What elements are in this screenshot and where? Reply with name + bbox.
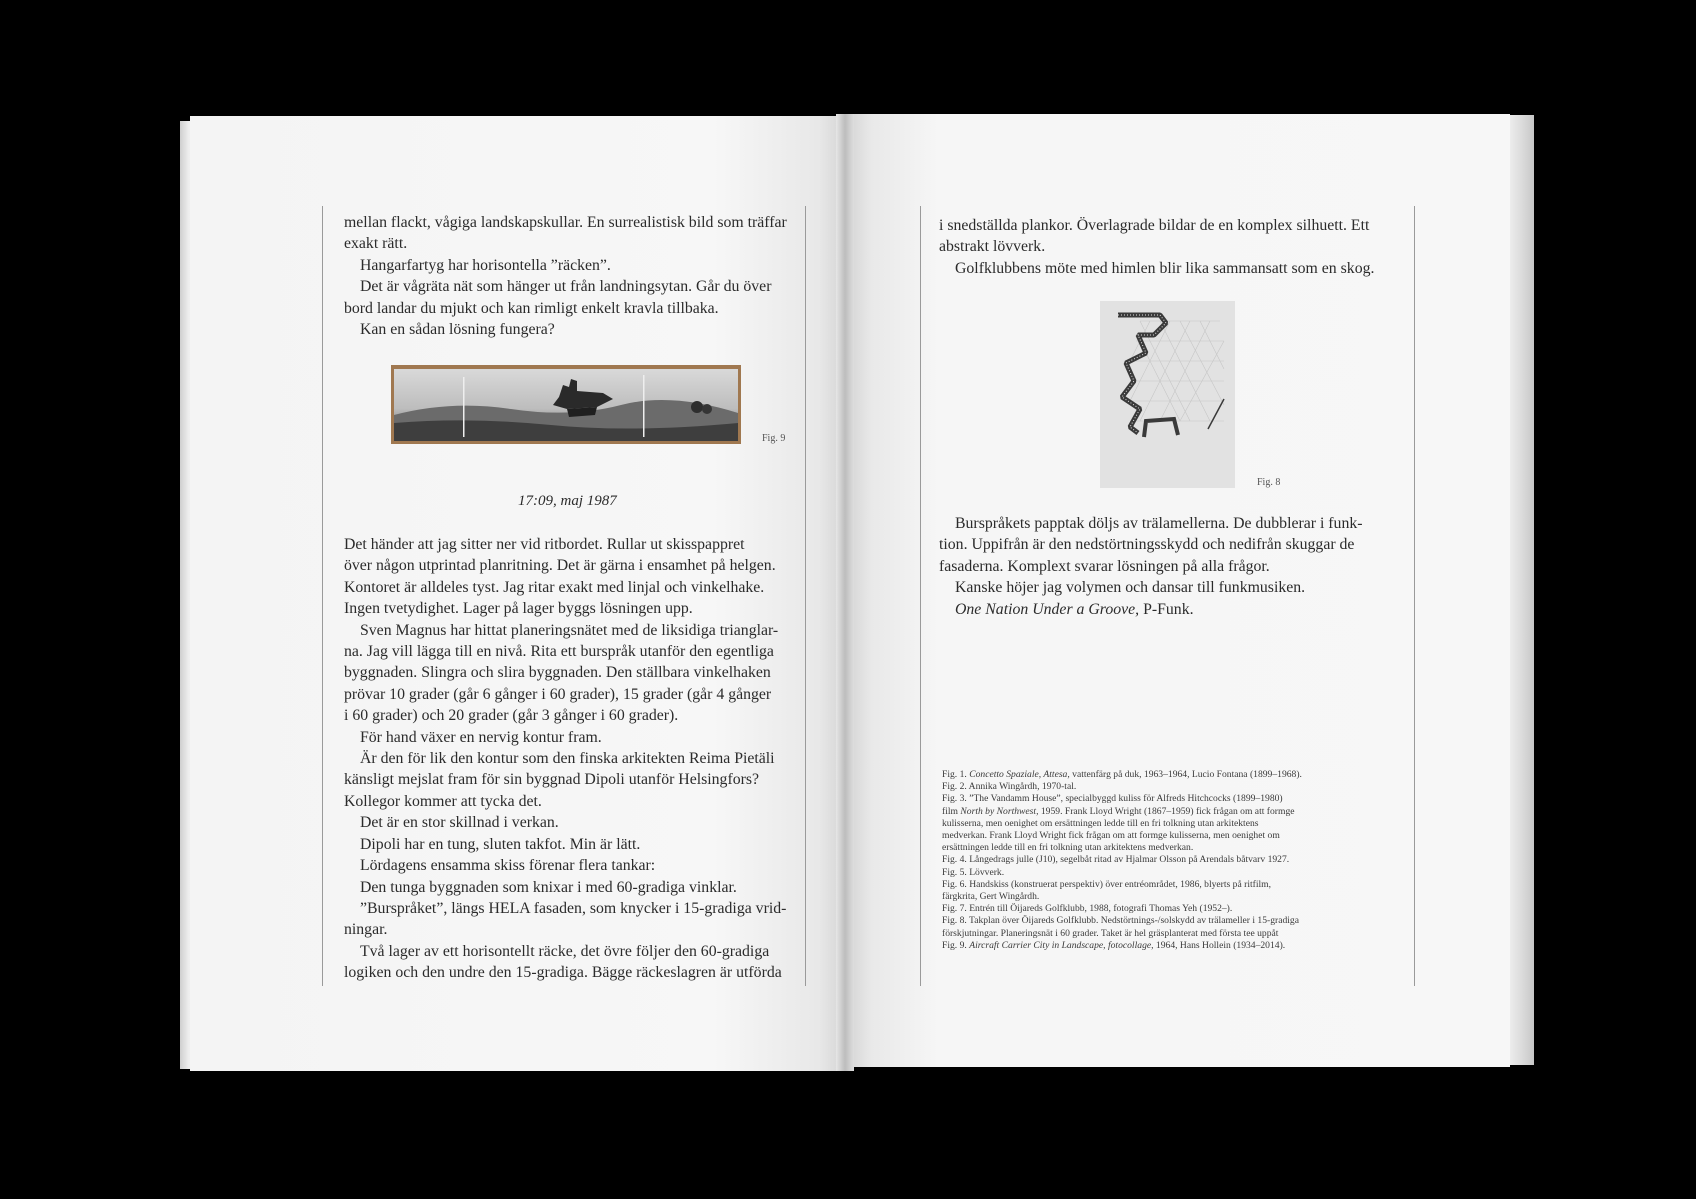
book-gutter	[836, 114, 854, 1071]
text-line: Två lager av ett horisontellt räcke, det övre följer den 60-gradiga	[360, 942, 770, 960]
roof-plan-drawing-image	[1100, 301, 1235, 488]
text-line: känsligt mejslat fram för sin byggnad Dipoli utanför Helsingfors?	[344, 771, 760, 789]
text-line: Det händer att jag sitter ner vid ritbordet. Rullar ut skisspappret	[344, 536, 745, 553]
text-line: Kan en sådan lösning fungera?	[360, 321, 555, 339]
caption-line: Fig. 4. Långedrags julle (J10), segelbåt ritad av Hjalmar Olsson på Arendals båtvarv 1927.	[942, 854, 1290, 866]
fig-9-label: Fig. 9	[762, 433, 786, 444]
caption-line: medverkan. Frank Lloyd Wright fick frågan om att formge kulisserna, men oenighet om	[942, 830, 1280, 842]
text-line: exakt rätt.	[344, 235, 408, 253]
text-line: byggnaden. Slingra och slira byggnaden. Den ställbara vinkelhaken	[344, 664, 771, 682]
time-heading: 17:09, maj 1987	[518, 493, 617, 509]
fig-8-label: Fig. 8	[1257, 477, 1281, 488]
left-page-outer-rule	[322, 206, 323, 986]
caption-text: Fig. 1.	[942, 769, 970, 780]
text-line: abstrakt lövverk.	[939, 238, 1046, 256]
caption-line: Fig. 6. Handskiss (konstruerat perspektiv) över entréområdet, 1986, blyerts på ritfilm,	[942, 878, 1272, 890]
right-page-outer-rule	[1414, 206, 1415, 986]
right-page-edges	[1506, 115, 1534, 1065]
left-page-inner-rule	[805, 206, 806, 986]
caption-title: North by Northwest,	[960, 805, 1039, 817]
text-line: bord landar du mjukt och kan rimligt enkelt kravla tillbaka.	[344, 299, 719, 317]
text-line: ”Burspråket”, längs HELA fasaden, som knycker i 15-gradiga vrid-	[360, 899, 787, 917]
text-line: i 60 grader) och 20 grader (går 3 gånger i 60 grader).	[344, 707, 679, 725]
text-line: Sven Magnus har hittat planeringsnätet med de liksidiga trianglar-	[360, 621, 779, 639]
text-line: Är den för lik den kontur som den finska arkitekten Reima Pietäli	[360, 750, 775, 768]
text-line: mellan flackt, vågiga landskapskullar. En surrealistisk bild som träffar	[344, 214, 787, 231]
text-line: Den tunga byggnaden som knixar i med 60-gradiga vinklar.	[360, 878, 737, 896]
caption-line	[942, 940, 1412, 952]
text-line: För hand växer en nervig kontur fram.	[360, 728, 602, 746]
figure-captions	[942, 769, 1412, 952]
left-body-text	[344, 534, 792, 984]
text-line: prövar 10 grader (går 6 gånger i 60 grader), 15 grader (går 4 gånger	[344, 685, 772, 703]
text-line: na. Jag vill lägga till en nivå. Rita ett burspråk utanför den egentliga	[344, 643, 774, 661]
text-line: Lördagens ensamma skiss förenar flera tankar:	[360, 857, 656, 875]
text-line: Burspråkets papptak döljs av trälamellerna. De dubblerar i funk-	[955, 515, 1363, 532]
text-line: ningar.	[344, 921, 388, 939]
text-line: tion. Uppifrån är den nedstörtningsskydd och nedifrån skuggar de	[939, 536, 1355, 554]
text-line: Det är vågräta nät som hänger ut från landningsytan. Går du över	[360, 278, 772, 296]
text-line: i snedställda plankor. Överlagrade bildar de en komplex silhuett. Ett	[939, 217, 1370, 234]
caption-text: 1959. Frank Lloyd Wright (1867–1959) fick frågan om att formge	[1038, 805, 1295, 817]
caption-line: kulisserna, men oenighet om ersättningen ledde till en fri tolkning utan arkitektens	[942, 817, 1259, 829]
text-line: Det är en stor skillnad i verkan.	[360, 814, 559, 832]
caption-text: vattenfärg på duk, 1963–1964, Lucio Fontana (1899–1968).	[1069, 769, 1302, 780]
caption-line: färgkrita, Gert Wingårdh.	[942, 891, 1040, 903]
text-line: Dipoli har en tung, sluten takfot. Min är lätt.	[360, 835, 641, 853]
caption-line: Fig. 5. Lövverk.	[942, 866, 1005, 878]
text-line: Kontoret är alldeles tyst. Jag ritar exakt med linjal och vinkelhake.	[344, 578, 765, 596]
text-line: logiken och den undre den 15-gradiga. Bägge räckeslagren är utförda	[344, 964, 782, 982]
text-line: Kanske höjer jag volymen och dansar till funkmusiken.	[955, 579, 1306, 597]
caption-line	[942, 806, 1412, 818]
caption-text: Fig. 9.	[942, 939, 970, 951]
text-line: över någon utprintad planritning. Det är gärna i ensamhet på helgen.	[344, 557, 776, 575]
song-artist: P-Funk.	[1139, 600, 1194, 618]
right-top-text	[939, 215, 1399, 279]
caption-line: Fig. 7. Entrén till Öijareds Golfklubb, 1988, fotografi Thomas Yeh (1952–).	[942, 903, 1233, 915]
caption-line: Fig. 2. Annika Wingårdh, 1970-tal.	[942, 781, 1077, 793]
text-line: Golfklubbens möte med himlen blir lika sammansatt som en skog.	[955, 259, 1375, 277]
song-title: One Nation Under a Groove,	[955, 600, 1140, 618]
song-credit	[939, 599, 1399, 620]
caption-line: ersättningen ledde till en fri tolkning utan arkitektens medverkan.	[942, 842, 1194, 854]
text-line: Hangarfartyg har horisontella ”räcken”.	[360, 256, 611, 274]
text-line: fasaderna. Komplext svarar lösningen på alla frågor.	[939, 557, 1270, 575]
left-top-text	[344, 212, 792, 340]
right-page-inner-rule	[920, 206, 921, 986]
text-line: Kollegor kommer att tycka det.	[344, 792, 542, 810]
caption-title: Concetto Spaziale, Attesa,	[969, 769, 1070, 780]
caption-line: Fig. 8. Takplan över Öijareds Golfklubb. Nedstörtnings-/solskydd av trälameller i 15-gradiga	[942, 915, 1299, 927]
right-body-text	[939, 513, 1399, 620]
caption-line	[942, 769, 1412, 781]
aircraft-carrier-collage-image	[391, 365, 741, 444]
text-line: Ingen tvetydighet. Lager på lager byggs lösningen upp.	[344, 600, 693, 618]
caption-text: 1964, Hans Hollein (1934–2014).	[1153, 939, 1286, 951]
caption-line: Fig. 3. ”The Vandamm House”, specialbyggd kuliss för Alfreds Hitchcocks (1899–1980)	[942, 793, 1283, 805]
caption-text: film	[942, 805, 961, 817]
caption-title: Aircraft Carrier City in Landscape, fotocollage,	[969, 939, 1154, 951]
caption-line: förskjutningar. Planeringsnät i 60 grader. Taket är hel gräsplanterat med första tee uppåt	[942, 927, 1279, 939]
